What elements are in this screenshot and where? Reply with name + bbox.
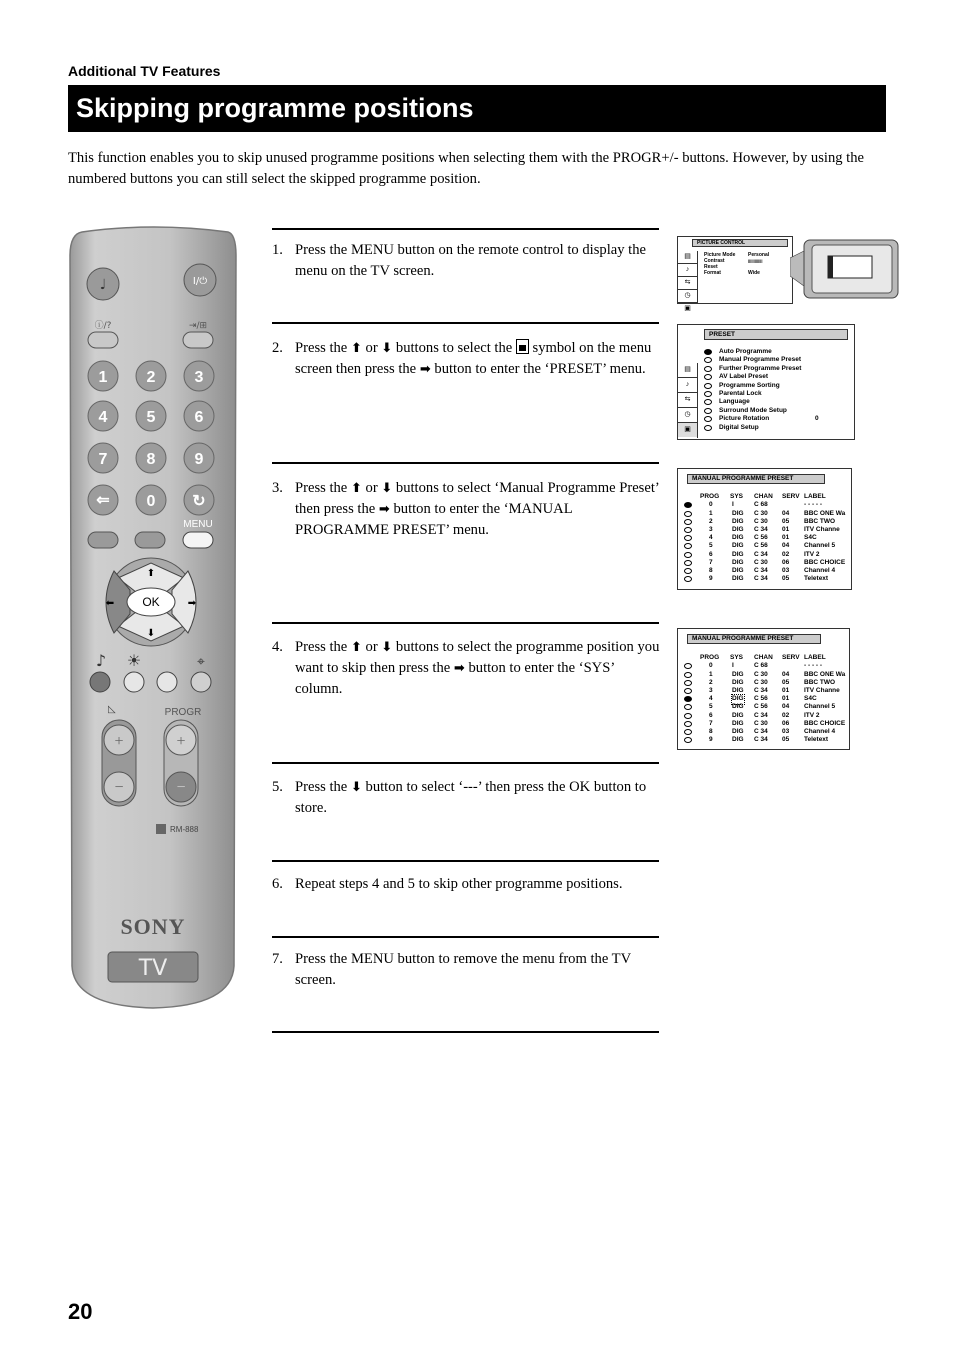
table-cell: 01 [782, 695, 790, 703]
preset-menu-item: Manual Programme Preset [719, 356, 802, 364]
digit-4: 4 [98, 409, 108, 426]
title-bar [68, 85, 886, 132]
table-cell: C 34 [754, 550, 768, 558]
table-cell: C 34 [754, 575, 768, 583]
rule [272, 322, 659, 324]
table-cell: 02 [782, 550, 790, 558]
step-6: 6. Repeat steps 4 and 5 to skip other programme positions. [272, 876, 623, 892]
table-cell: C 30 [754, 678, 768, 686]
digit-5: 5 [146, 409, 156, 426]
rule [272, 1031, 659, 1033]
svg-text:◺: ◺ [108, 704, 116, 715]
table-cell: 4 [709, 695, 713, 703]
programme-skip-marker [684, 576, 692, 582]
digit-1: 1 [98, 369, 108, 386]
table-cell: I [732, 662, 734, 670]
up-arrow-icon: ⬆ [350, 481, 362, 496]
rule [272, 622, 659, 624]
power-label: I/⏻ [192, 276, 208, 287]
table-cell: 0 [709, 501, 713, 509]
svg-text:➡: ➡ [187, 598, 197, 609]
table-cell: 3 [709, 687, 713, 694]
down-arrow-icon: ⬇ [381, 640, 393, 655]
table-cell: 02 [782, 711, 790, 719]
right-arrow-icon: ➡ [453, 661, 465, 676]
programme-skip-marker [684, 721, 692, 727]
section-label: Additional TV Features [68, 63, 221, 79]
column-header: SYS [730, 654, 744, 661]
programme-skip-marker [684, 511, 692, 517]
svg-text:⌖: ⌖ [197, 654, 205, 670]
table-cell: 06 [782, 719, 790, 727]
table-cell: 1 [709, 670, 713, 678]
table-cell: 01 [782, 526, 790, 533]
tv-set-illustration [790, 236, 900, 300]
svg-text:−: − [176, 779, 186, 796]
preset-menu-item: Surround Mode Setup [719, 406, 787, 414]
table-cell: 9 [709, 736, 713, 744]
programme-skip-marker [684, 704, 692, 710]
programme-skip-marker [684, 680, 692, 686]
column-header: PROG [700, 654, 720, 661]
ok-label: OK [142, 595, 160, 609]
table-cell: 04 [782, 703, 790, 711]
programme-skip-marker [684, 713, 692, 719]
column-header: LABEL [804, 493, 826, 500]
table-cell: 05 [782, 575, 790, 583]
manual-preset-screen-1: MANUAL PROGRAMME PRESET PROG SYS CHAN SERV LABEL 0 I C 68 - - - - - 1 DIG C 30 04 BBC ONE Wa 2 DIG C 30 05 BBC TWO 3 DIG C 34 01 ITV Channe 4 DIG C 56 01 S4C 5 DIG C 56 04 Channel 5 6 DIG C 34 02 ITV 2 7 DIG C 30 06 BBC CHOICE 8 DIG C 34 03 Channel 4 9 DIG C 34 05 Teletext [677, 468, 852, 590]
preset-item-marker [704, 349, 712, 355]
svg-text:+: + [176, 733, 186, 750]
table-cell: 04 [782, 509, 790, 517]
column-header: SERV [782, 654, 800, 661]
preset-menu-item: Auto Programme [719, 348, 772, 355]
table-cell: BBC CHOICE [804, 719, 846, 727]
picture-control-title: PICTURE CONTROL [692, 239, 788, 247]
manual-preset-screen-2: MANUAL PROGRAMME PRESET PROG SYS CHAN SERV LABEL 0 I C 68 - - - - - 1 DIG C 30 04 BBC ONE Wa 2 DIG C 30 05 BBC TWO 3 DIG C 34 01 ITV Channe 4 DIG C 56 01 S4C 5 DIG C 56 04 Channel 5 6 DIG C 34 02 ITV 2 7 DIG C 30 06 BBC CHOICE 8 DIG C 34 03 Channel 4 9 DIG C 34 05 Teletext [677, 628, 850, 750]
table-cell: C 34 [754, 711, 768, 719]
model-label: RM-888 [170, 825, 199, 834]
table-cell: BBC ONE Wa [804, 509, 846, 517]
table-cell: 1 [709, 509, 713, 517]
preset-menu-screen: ▤ ♪ ⇆ ◷ ▣ PRESET Auto Programme Manual Programme Preset Further Programme Preset AV Label Preset Programme Sorting Parental Lock Language Surround Mode Setup Picture Rotation 0 Digital Setup [677, 324, 855, 440]
column-header: SYS [730, 493, 744, 500]
digit-3: 3 [194, 369, 204, 386]
table-cell: DIG [732, 509, 744, 517]
table-cell: Channel 5 [804, 703, 836, 711]
table-cell: DIG [732, 711, 744, 719]
down-arrow-icon: ⬇ [381, 481, 393, 496]
column-header: SERV [782, 493, 800, 500]
step-5: 5. Press the ⬇ button to select ‘---’ then press the OK button to store. [272, 779, 647, 816]
table-cell: 04 [782, 670, 790, 678]
step-7: 7. Press the MENU button to remove the menu from the TV screen. [272, 951, 631, 988]
table-cell: 05 [782, 678, 790, 686]
table-cell: Channel 4 [804, 567, 836, 574]
table-cell: 01 [782, 534, 790, 542]
table-cell: DIG [732, 517, 744, 525]
picture-rotation-value: 0 [815, 415, 819, 423]
step-4: 4. Press the ⬆ or ⬇ buttons to select the programme position you want to skip then press the ➡ button to enter the ‘SYS’ column. [272, 639, 660, 697]
preset-item-marker [704, 357, 712, 363]
table-cell: C 34 [754, 736, 768, 744]
preset-menu-item: Programme Sorting [719, 381, 780, 389]
programme-skip-marker [684, 502, 692, 508]
table-cell: C 68 [754, 662, 768, 670]
table-cell: DIG [732, 687, 744, 694]
preset-menu-item: Digital Setup [719, 423, 759, 431]
table-cell: C 56 [754, 695, 768, 703]
table-cell: DIG [732, 670, 744, 678]
table-cell: BBC TWO [804, 517, 836, 525]
svg-text:+: + [114, 733, 124, 750]
rule [272, 860, 659, 862]
svg-text:♪: ♪ [95, 651, 107, 670]
table-cell: C 34 [754, 567, 768, 574]
preset-item-marker [704, 374, 712, 380]
table-cell: 7 [709, 558, 713, 566]
preset-item-marker [704, 416, 712, 422]
table-cell: 03 [782, 728, 790, 735]
step-1: 1. Press the MENU button on the remote control to display the menu on the TV screen. [272, 242, 647, 279]
table-cell: S4C [804, 534, 817, 542]
column-header: CHAN [754, 654, 773, 661]
table-cell: DIG [732, 558, 744, 566]
digit-8: 8 [146, 451, 156, 468]
table-cell: 9 [709, 575, 713, 583]
table-cell: C 30 [754, 558, 768, 566]
table-cell: BBC ONE Wa [804, 670, 846, 678]
table-cell: Teletext [804, 575, 829, 583]
preset-symbol-icon [516, 339, 529, 354]
table-cell: Channel 4 [804, 728, 836, 735]
table-cell: C 34 [754, 526, 768, 533]
svg-text:⇐: ⇐ [96, 492, 110, 509]
column-header: PROG [700, 493, 720, 500]
programme-skip-marker [684, 729, 692, 735]
table-cell: - - - - - [804, 662, 823, 670]
tv-label: TV [138, 956, 168, 981]
table-cell: 4 [709, 534, 713, 542]
svg-text:⬇: ⬇ [146, 628, 156, 639]
svg-text:☀: ☀ [126, 651, 142, 670]
preset-item-marker [704, 425, 712, 431]
table-cell: DIG [732, 575, 744, 583]
rule [272, 228, 659, 230]
right-arrow-icon: ➡ [378, 502, 390, 517]
digit-2: 2 [146, 369, 156, 386]
table-cell: 5 [709, 542, 713, 550]
table-cell: C 30 [754, 517, 768, 525]
page-number: 20 [68, 1299, 93, 1324]
intro-paragraph: This function enables you to skip unused programme positions when selecting them with the PROGR+/- buttons. However, by using the numbered buttons you can still select the skipped programme position. [68, 150, 865, 187]
svg-text:♩: ♩ [99, 277, 107, 293]
programme-skip-marker [684, 688, 692, 694]
up-arrow-icon: ⬆ [350, 640, 362, 655]
digit-0: 0 [146, 493, 156, 510]
table-cell: 0 [709, 662, 713, 670]
table-cell: ITV 2 [804, 550, 820, 558]
table-cell: C 34 [754, 687, 768, 694]
step-3: 3. Press the ⬆ or ⬇ buttons to select ‘Manual Programme Preset’ then press the ➡ button to enter the ‘MANUAL PROGRAMME PRESET’ menu. [272, 480, 659, 538]
preset-menu-item: Picture Rotation [719, 415, 770, 423]
table-cell: DIG [732, 567, 744, 574]
table-cell: Teletext [804, 736, 829, 744]
table-cell: ITV 2 [804, 711, 820, 719]
table-cell: DIG [732, 526, 744, 533]
table-cell: C 56 [754, 542, 768, 550]
table-cell: 8 [709, 567, 713, 574]
table-cell: 2 [709, 517, 713, 525]
table-cell: 3 [709, 526, 713, 533]
table-cell: - - - - - [804, 501, 823, 509]
right-arrow-icon: ➡ [419, 362, 431, 377]
table-cell: 5 [709, 703, 713, 711]
column-header: CHAN [754, 493, 773, 500]
table-cell: DIG [732, 695, 744, 703]
programme-skip-marker [684, 696, 692, 702]
preset-menu-item: Language [719, 398, 750, 406]
brand-label: SONY [120, 914, 186, 939]
table-cell: S4C [804, 695, 817, 703]
table-cell: C 56 [754, 534, 768, 542]
table-cell: 8 [709, 728, 713, 735]
programme-skip-marker [684, 672, 692, 678]
programme-skip-marker [684, 560, 692, 566]
table-cell: DIG [732, 728, 744, 735]
down-arrow-icon: ⬇ [381, 341, 393, 356]
preset-item-marker [704, 399, 712, 405]
programme-skip-marker [684, 519, 692, 525]
digit-6: 6 [194, 409, 204, 426]
table-cell: C 30 [754, 670, 768, 678]
table-cell: 05 [782, 736, 790, 744]
menu-label: MENU [183, 519, 213, 530]
table-cell: 01 [782, 687, 790, 694]
preset-menu-item: Parental Lock [719, 390, 762, 397]
table-cell: DIG [732, 550, 744, 558]
table-cell: 04 [782, 542, 790, 550]
preset-item-marker [704, 366, 712, 372]
up-arrow-icon: ⬆ [350, 341, 362, 356]
rule [272, 936, 659, 938]
table-cell: 03 [782, 567, 790, 574]
programme-skip-marker [684, 527, 692, 533]
table-cell: 2 [709, 678, 713, 686]
table-cell: DIG [732, 534, 744, 542]
digit-7: 7 [98, 451, 108, 468]
programme-skip-marker [684, 663, 692, 669]
svg-text:−: − [114, 779, 124, 796]
table-cell: 05 [782, 517, 790, 525]
table-cell: I [732, 501, 734, 509]
programme-skip-marker [684, 568, 692, 574]
svg-text:⬅: ⬅ [105, 598, 115, 609]
digit-9: 9 [194, 451, 204, 468]
table-cell: BBC CHOICE [804, 558, 846, 566]
table-cell: 6 [709, 711, 713, 719]
rule [272, 462, 659, 464]
progr-label: PROGR [164, 707, 202, 718]
preset-item-marker [704, 383, 712, 389]
table-cell: DIG [732, 542, 744, 550]
table-cell: C 56 [754, 703, 768, 711]
table-cell: 7 [709, 719, 713, 727]
table-cell: 06 [782, 558, 790, 566]
preset-menu-item: AV Label Preset [719, 373, 769, 381]
table-cell: C 34 [754, 728, 768, 735]
programme-skip-marker [684, 552, 692, 558]
programme-skip-marker [684, 543, 692, 549]
preset-item-marker [704, 391, 712, 397]
table-cell: ITV Channe [804, 526, 840, 533]
down-arrow-icon: ⬇ [350, 780, 362, 795]
table-cell: DIG [732, 719, 744, 727]
preset-title: PRESET [704, 329, 848, 340]
table-cell: C 68 [754, 501, 768, 509]
table-cell: DIG [732, 736, 744, 744]
page-title: Skipping programme positions [76, 93, 474, 123]
remote-control-illustration [68, 226, 238, 1011]
picture-control-screen: ▤ ♪ ⇆ ◷ ▣ PICTURE CONTROL Picture Mode Personal Contrast ||||||||||||| Reset Format Wide [677, 236, 793, 304]
table-cell: 6 [709, 550, 713, 558]
step-2: 2. Press the ⬆ or ⬇ buttons to select the symbol on the menu screen then press the ➡ button to enter the ‘PRESET’ menu. [272, 340, 652, 377]
rule [272, 762, 659, 764]
preset-item-marker [704, 408, 712, 414]
table-cell: ITV Channe [804, 687, 840, 694]
table-cell: DIG [732, 703, 744, 711]
svg-text:ⓘ/?: ⓘ/? [94, 321, 112, 331]
programme-skip-marker [684, 535, 692, 541]
preset-menu-item: Further Programme Preset [719, 364, 802, 372]
svg-text:⬆: ⬆ [146, 568, 156, 579]
table-cell: DIG [732, 678, 744, 686]
table-cell: C 30 [754, 509, 768, 517]
svg-text:⇥/⊞: ⇥/⊞ [188, 321, 208, 331]
column-header: LABEL [804, 654, 826, 661]
table-cell: C 30 [754, 719, 768, 727]
table-cell: Channel 5 [804, 542, 836, 550]
programme-skip-marker [684, 737, 692, 743]
svg-text:↻: ↻ [192, 493, 206, 510]
table-cell: BBC TWO [804, 678, 836, 686]
